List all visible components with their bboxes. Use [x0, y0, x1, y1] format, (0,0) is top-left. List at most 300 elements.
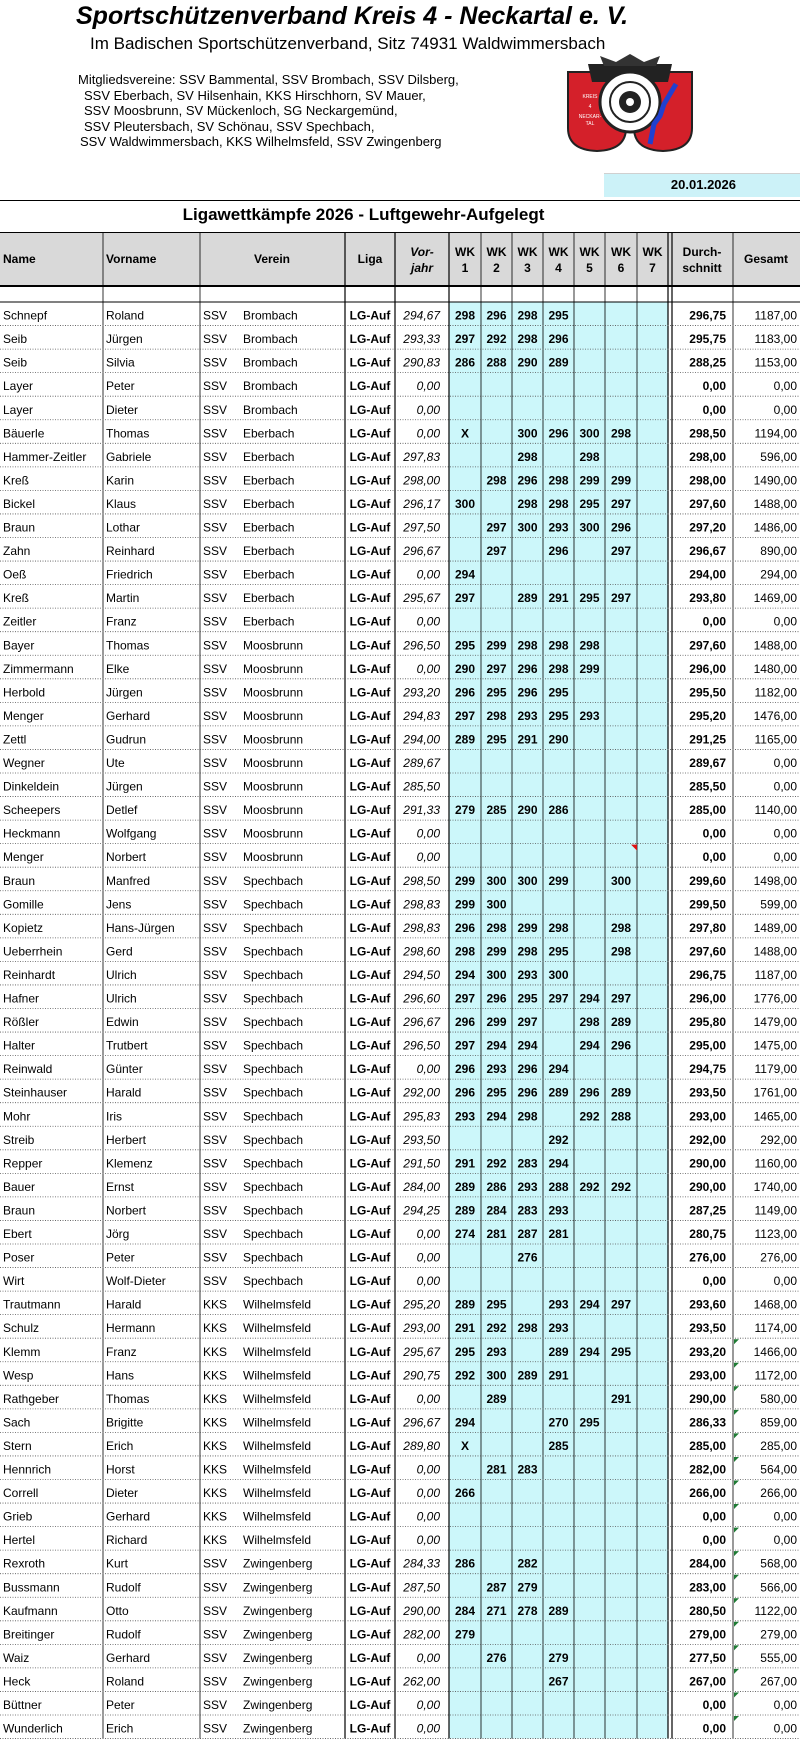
- cell-verein: Moosbrunn: [243, 661, 304, 676]
- cell-verein-typ: SSV: [203, 991, 228, 1006]
- cell-vorname: Gerhard: [106, 1650, 151, 1665]
- cell-vorname: Thomas: [106, 426, 150, 441]
- cell-verein: Eberbach: [243, 614, 295, 629]
- cell-vorname: Erich: [106, 1438, 134, 1453]
- cell-gesamt: 285,00: [760, 1438, 797, 1453]
- cell-vorname: Elke: [106, 661, 130, 676]
- cell-durchschnitt: 296,00: [689, 661, 726, 676]
- cell-liga: LG-Auf: [349, 1698, 391, 1712]
- cell-wk: 286: [454, 1556, 476, 1571]
- cell-name: Mohr: [3, 1109, 31, 1124]
- cell-wk: 292: [579, 1179, 600, 1194]
- cell-vorjahr: 262,00: [403, 1674, 440, 1689]
- cell-verein: Spechbach: [243, 1038, 304, 1053]
- cell-vorname: Peter: [106, 1698, 135, 1712]
- cell-name: Kopietz: [3, 920, 44, 935]
- cell-verein-typ: SSV: [203, 1062, 228, 1077]
- cell-gesamt: 1740,00: [753, 1179, 797, 1194]
- cell-verein-typ: KKS: [203, 1344, 228, 1359]
- cell-wk: 292: [548, 1132, 569, 1147]
- cell-wk: 296: [548, 426, 569, 441]
- cell-vorjahr: 290,00: [403, 1603, 440, 1618]
- cell-gesamt: 1486,00: [753, 520, 797, 535]
- cell-wk: 295: [548, 944, 569, 959]
- cell-name: Breitinger: [3, 1627, 55, 1642]
- cell-vorjahr: 295,67: [403, 591, 440, 606]
- cell-durchschnitt: 279,00: [689, 1627, 726, 1642]
- cell-liga: LG-Auf: [349, 1627, 391, 1642]
- cell-wk: 293: [548, 1203, 569, 1218]
- cell-gesamt: 1172,00: [754, 1368, 797, 1383]
- cell-name: Zettl: [3, 732, 27, 747]
- cell-durchschnitt: 298,00: [689, 449, 726, 464]
- col-header-wk: WK: [579, 245, 600, 259]
- cell-wk: 293: [517, 967, 538, 982]
- cell-vorname: Hans: [106, 1368, 135, 1383]
- cell-vorjahr: 296,67: [403, 544, 440, 559]
- cell-gesamt: 1194,00: [754, 426, 797, 441]
- cell-verein-typ: SSV: [203, 1250, 228, 1265]
- cell-name: Wesp: [3, 1368, 34, 1383]
- cell-gesamt: 0,00: [773, 402, 797, 417]
- col-header-wk: WK: [611, 245, 631, 259]
- cell-vorname: Rudolf: [106, 1580, 141, 1595]
- cell-liga: LG-Auf: [349, 1650, 391, 1665]
- cell-wk: 298: [610, 920, 632, 935]
- comment-flag-icon: [734, 1339, 739, 1344]
- cell-wk: 297: [454, 708, 476, 723]
- cell-verein-typ: KKS: [203, 1533, 228, 1548]
- cell-vorname: Erich: [106, 1721, 134, 1736]
- comment-flag-icon: [734, 1598, 739, 1603]
- cell-name: Reinhardt: [3, 967, 56, 982]
- cell-wk: 295: [486, 1085, 507, 1100]
- cell-verein-typ: SSV: [203, 1132, 228, 1147]
- comment-flag-icon: [734, 1481, 739, 1486]
- report-date: 20.01.2026: [670, 177, 736, 192]
- cell-durchschnitt: 296,67: [689, 544, 726, 559]
- cell-durchschnitt: 297,80: [689, 920, 726, 935]
- cell-durchschnitt: 0,00: [702, 1721, 726, 1736]
- cell-durchschnitt: 280,50: [689, 1603, 726, 1618]
- cell-wk: 279: [454, 803, 476, 818]
- cell-gesamt: 1479,00: [753, 1015, 797, 1030]
- cell-verein: Moosbrunn: [243, 803, 304, 818]
- cell-wk: 289: [454, 1297, 476, 1312]
- cell-verein: Moosbrunn: [243, 732, 304, 747]
- cell-liga: LG-Auf: [349, 1109, 391, 1124]
- comment-flag-icon: [734, 1528, 739, 1533]
- cell-wk: 278: [517, 1603, 538, 1618]
- cell-liga: LG-Auf: [349, 1533, 391, 1548]
- cell-durchschnitt: 295,20: [689, 708, 726, 723]
- cell-verein-typ: SSV: [203, 1203, 228, 1218]
- cell-vorname: Herbert: [106, 1132, 147, 1147]
- page-subtitle: Im Badischen Sportschützenverband, Sitz 74931 Waldwimmersbach: [90, 34, 606, 53]
- col-header-verein: Verein: [253, 252, 291, 266]
- cell-verein: Zwingenberg: [243, 1721, 313, 1736]
- cell-wk: 295: [486, 732, 507, 747]
- cell-liga: LG-Auf: [349, 897, 391, 912]
- cell-wk: 298: [579, 1015, 600, 1030]
- cell-vorjahr: 290,83: [403, 355, 440, 370]
- cell-wk: 296: [454, 1015, 476, 1030]
- cell-wk: 289: [486, 1391, 507, 1406]
- cell-vorname: Gudrun: [106, 732, 147, 747]
- cell-vorjahr: 291,33: [403, 803, 440, 818]
- cell-verein: Zwingenberg: [243, 1650, 313, 1665]
- cell-vorjahr: 295,67: [403, 1344, 440, 1359]
- cell-wk: 295: [517, 991, 538, 1006]
- cell-vorjahr: 294,00: [403, 732, 440, 747]
- cell-verein-typ: SSV: [203, 873, 228, 888]
- cell-liga: LG-Auf: [349, 520, 391, 535]
- cell-liga: LG-Auf: [349, 944, 391, 959]
- cell-name: Correll: [3, 1486, 39, 1501]
- cell-gesamt: 1469,00: [753, 591, 797, 606]
- cell-gesamt: 1776,00: [753, 991, 797, 1006]
- cell-liga: LG-Auf: [349, 1015, 391, 1030]
- cell-wk: 294: [454, 1415, 476, 1430]
- cell-gesamt: 294,00: [760, 567, 797, 582]
- cell-wk: 296: [454, 920, 476, 935]
- cell-wk: 296: [517, 1085, 538, 1100]
- cell-vorjahr: 294,67: [403, 308, 440, 323]
- cell-vorname: Norbert: [106, 850, 147, 865]
- cell-durchschnitt: 276,00: [689, 1250, 726, 1265]
- cell-verein-typ: KKS: [203, 1509, 228, 1524]
- cell-durchschnitt: 286,33: [689, 1415, 726, 1430]
- cell-wk: 296: [548, 332, 569, 347]
- cell-gesamt: 596,00: [760, 449, 797, 464]
- cell-durchschnitt: 0,00: [702, 1698, 726, 1712]
- cell-name: Dinkeldein: [3, 779, 60, 794]
- cell-vorjahr: 0,00: [416, 1462, 440, 1477]
- cell-verein: Wilhelmsfeld: [243, 1438, 312, 1453]
- cell-verein: Brombach: [243, 308, 298, 323]
- cell-name: Zimmermann: [3, 661, 74, 676]
- cell-liga: LG-Auf: [349, 567, 391, 582]
- comment-flag-icon: [734, 1669, 739, 1674]
- cell-vorjahr: 298,60: [403, 944, 440, 959]
- cell-verein-typ: KKS: [203, 1321, 228, 1336]
- cell-verein-typ: KKS: [203, 1415, 228, 1430]
- comment-flag-icon: [734, 1386, 739, 1391]
- cell-verein: Wilhelmsfeld: [243, 1509, 312, 1524]
- cell-liga: LG-Auf: [349, 308, 391, 323]
- cell-wk: 298: [610, 944, 632, 959]
- cell-verein-typ: KKS: [203, 1462, 228, 1477]
- comment-flag-icon: [734, 1575, 739, 1580]
- cell-vorjahr: 295,20: [403, 1297, 440, 1312]
- cell-gesamt: 0,00: [773, 756, 797, 770]
- cell-vorname: Ulrich: [106, 967, 137, 982]
- cell-durchschnitt: 293,00: [689, 1109, 726, 1124]
- cell-vorname: Wolfgang: [106, 826, 157, 841]
- cell-verein: Eberbach: [243, 591, 295, 606]
- cell-name: Kreß: [3, 591, 30, 606]
- cell-durchschnitt: 297,60: [689, 496, 726, 511]
- cell-wk: 274: [454, 1227, 476, 1241]
- crest-line-1: KREIS: [582, 94, 598, 100]
- cell-vorjahr: 0,00: [416, 1509, 440, 1524]
- cell-wk: 300: [486, 967, 507, 982]
- cell-verein: Wilhelmsfeld: [243, 1391, 312, 1406]
- cell-wk: 298: [548, 496, 569, 511]
- cell-vorname: Jürgen: [106, 779, 143, 794]
- cell-verein-typ: SSV: [203, 826, 228, 841]
- cell-durchschnitt: 0,00: [702, 1509, 726, 1524]
- cell-verein-typ: SSV: [203, 1179, 228, 1194]
- cell-name: Rößler: [3, 1015, 40, 1030]
- cell-wk: 300: [517, 873, 538, 888]
- cell-verein: Wilhelmsfeld: [243, 1368, 312, 1383]
- cell-wk: 299: [486, 1015, 507, 1030]
- cell-verein-typ: SSV: [203, 1674, 228, 1689]
- results-table: [0, 232, 800, 1753]
- cell-name: Klemm: [3, 1344, 41, 1359]
- sheet-title: Ligawettkämpfe 2026 - Luftgewehr-Aufgelegt: [182, 205, 545, 224]
- cell-name: Braun: [3, 1203, 36, 1218]
- cell-wk: 287: [486, 1580, 507, 1595]
- cell-name: Bayer: [3, 638, 35, 653]
- col-header-wk: WK: [486, 245, 507, 259]
- cell-verein-typ: SSV: [203, 1038, 228, 1053]
- cell-vorjahr: 296,17: [403, 496, 440, 511]
- cell-name: Seib: [3, 332, 28, 347]
- cell-wk: 294: [548, 1156, 569, 1171]
- cell-wk: 298: [486, 708, 507, 723]
- cell-liga: LG-Auf: [349, 355, 391, 370]
- cell-verein: Zwingenberg: [243, 1674, 313, 1689]
- cell-gesamt: 1480,00: [753, 661, 797, 676]
- cell-liga: LG-Auf: [349, 426, 391, 441]
- cell-vorjahr: 295,83: [403, 1109, 440, 1124]
- cell-wk: 295: [610, 1344, 632, 1359]
- cell-verein-typ: SSV: [203, 591, 228, 606]
- cell-wk: 299: [454, 873, 476, 888]
- cell-wk: 300: [486, 873, 507, 888]
- col-header-durchschnitt: Durch-: [682, 245, 722, 259]
- cell-verein-typ: KKS: [203, 1368, 228, 1383]
- cell-verein-typ: SSV: [203, 685, 228, 700]
- cell-wk: 271: [486, 1603, 507, 1618]
- cell-wk: 297: [454, 1038, 476, 1053]
- crest-line-2: 4: [588, 104, 592, 110]
- cell-vorjahr: 287,50: [403, 1580, 440, 1595]
- comment-flag-icon: [734, 1504, 739, 1509]
- member-clubs: [78, 72, 459, 150]
- cell-wk: 289: [517, 591, 538, 606]
- cell-verein-typ: SSV: [203, 732, 228, 747]
- cell-vorjahr: 298,50: [403, 873, 440, 888]
- cell-liga: LG-Auf: [349, 756, 391, 770]
- cell-wk: X: [460, 1438, 470, 1453]
- cell-wk: 298: [517, 944, 538, 959]
- cell-wk: 292: [579, 1109, 600, 1124]
- cell-durchschnitt: 299,60: [689, 873, 726, 888]
- cell-wk: 295: [548, 708, 569, 723]
- cell-gesamt: 580,00: [760, 1391, 797, 1406]
- cell-vorjahr: 0,00: [416, 567, 440, 582]
- cell-verein: Eberbach: [243, 473, 295, 488]
- cell-vorjahr: 298,83: [403, 897, 440, 912]
- cell-gesamt: 1187,00: [754, 967, 797, 982]
- cell-liga: LG-Auf: [349, 850, 391, 865]
- cell-durchschnitt: 293,00: [689, 1368, 726, 1383]
- cell-name: Kreß: [3, 473, 30, 488]
- cell-wk: 298: [454, 308, 476, 323]
- cell-vorname: Franz: [106, 614, 137, 629]
- cell-wk: 298: [548, 920, 569, 935]
- cell-verein: Wilhelmsfeld: [243, 1321, 312, 1336]
- cell-verein: Zwingenberg: [243, 1698, 313, 1712]
- cell-verein: Brombach: [243, 402, 298, 417]
- divider: [0, 200, 800, 201]
- cell-verein: Zwingenberg: [243, 1603, 313, 1618]
- cell-vorname: Friedrich: [106, 567, 153, 582]
- cell-wk: 289: [548, 1085, 569, 1100]
- cell-wk: 288: [486, 355, 507, 370]
- cell-gesamt: 1465,00: [753, 1109, 797, 1124]
- cell-liga: LG-Auf: [349, 661, 391, 676]
- cell-wk: 286: [486, 1179, 507, 1194]
- cell-wk: 296: [454, 1085, 476, 1100]
- comment-flag-icon: [734, 1457, 739, 1462]
- cell-wk: 291: [610, 1391, 632, 1406]
- cell-liga: LG-Auf: [349, 544, 391, 559]
- cell-vorjahr: 296,50: [403, 638, 440, 653]
- cell-name: Wirt: [3, 1274, 25, 1289]
- cell-wk: 296: [486, 991, 507, 1006]
- cell-vorjahr: 294,50: [403, 967, 440, 982]
- cell-verein-typ: SSV: [203, 1721, 228, 1736]
- cell-durchschnitt: 295,80: [689, 1015, 726, 1030]
- cell-gesamt: 267,00: [760, 1674, 797, 1689]
- member-clubs-line: SSV Pleutersbach, SV Schönau, SSV Spechbach,: [84, 118, 375, 134]
- cell-wk: 300: [610, 873, 632, 888]
- cell-gesamt: 1476,00: [753, 708, 797, 723]
- comment-flag-icon: [734, 1410, 739, 1415]
- cell-wk: 296: [548, 544, 569, 559]
- cell-wk: 298: [517, 332, 538, 347]
- cell-vorname: Trutbert: [106, 1038, 148, 1053]
- cell-verein-typ: SSV: [203, 1698, 228, 1712]
- cell-wk: 294: [454, 967, 476, 982]
- cell-gesamt: 0,00: [773, 1721, 797, 1736]
- cell-verein-typ: SSV: [203, 308, 228, 323]
- cell-gesamt: 0,00: [773, 614, 797, 629]
- cell-gesamt: 1153,00: [754, 355, 797, 370]
- cell-verein-typ: SSV: [203, 379, 228, 394]
- cell-gesamt: 0,00: [773, 850, 797, 865]
- cell-gesamt: 1489,00: [753, 920, 797, 935]
- cell-wk: 294: [486, 1109, 507, 1124]
- cell-wk: 296: [517, 661, 538, 676]
- cell-wk: 299: [548, 873, 569, 888]
- cell-liga: LG-Auf: [349, 920, 391, 935]
- cell-wk: 297: [610, 1297, 632, 1312]
- cell-wk: 299: [610, 473, 632, 488]
- cell-verein-typ: SSV: [203, 779, 228, 794]
- cell-wk: 298: [517, 449, 538, 464]
- cell-durchschnitt: 295,75: [689, 332, 726, 347]
- member-clubs-line: SSV Moosbrunn, SV Mückenloch, SG Neckargemünd,: [84, 103, 398, 118]
- cell-wk: 295: [486, 685, 507, 700]
- cell-vorname: Gabriele: [106, 449, 152, 464]
- cell-name: Bussmann: [3, 1580, 60, 1595]
- cell-wk: 300: [486, 897, 507, 912]
- cell-vorname: Wolf-Dieter: [106, 1274, 166, 1289]
- cell-wk: 289: [610, 1015, 632, 1030]
- cell-name: Hennrich: [3, 1462, 52, 1477]
- col-header-wk: WK: [548, 245, 569, 259]
- cell-wk: 293: [579, 708, 600, 723]
- cell-gesamt: 292,00: [760, 1132, 797, 1147]
- cell-gesamt: 566,00: [760, 1580, 797, 1595]
- cell-verein: Spechbach: [243, 1156, 304, 1171]
- cell-vorname: Iris: [106, 1109, 122, 1124]
- cell-name: Hertel: [3, 1533, 36, 1548]
- cell-gesamt: 1123,00: [754, 1227, 797, 1241]
- cell-vorjahr: 0,00: [416, 426, 440, 441]
- cell-gesamt: 1165,00: [754, 732, 797, 747]
- cell-liga: LG-Auf: [349, 1321, 391, 1336]
- cell-vorjahr: 0,00: [416, 1250, 440, 1265]
- cell-vorname: Ernst: [106, 1179, 135, 1194]
- cell-vorname: Hans-Jürgen: [106, 920, 175, 935]
- cell-name: Herbold: [3, 685, 46, 700]
- cell-durchschnitt: 298,50: [689, 426, 726, 441]
- cell-wk: 295: [454, 1344, 476, 1359]
- cell-wk: 297: [610, 544, 632, 559]
- cell-verein: Spechbach: [243, 1015, 304, 1030]
- cell-durchschnitt: 293,60: [689, 1297, 726, 1312]
- member-clubs-line: SSV Eberbach, SV Hilsenhain, KKS Hirschhorn, SV Mauer,: [84, 87, 426, 103]
- cell-verein: Eberbach: [243, 496, 295, 511]
- cell-wk: 297: [548, 991, 569, 1006]
- cell-name: Braun: [3, 520, 36, 535]
- cell-verein-typ: SSV: [203, 1580, 228, 1595]
- comment-flag-icon: [734, 1622, 739, 1627]
- cell-vorjahr: 298,83: [403, 920, 440, 935]
- cell-wk: 293: [517, 1179, 538, 1194]
- cell-vorjahr: 293,33: [403, 332, 440, 347]
- cell-wk: 298: [486, 920, 507, 935]
- cell-durchschnitt: 285,50: [689, 779, 726, 794]
- cell-wk: 295: [579, 591, 600, 606]
- cell-vorname: Reinhard: [106, 544, 155, 559]
- comment-flag-icon: [734, 1363, 739, 1368]
- cell-vorname: Horst: [106, 1462, 135, 1477]
- cell-gesamt: 1488,00: [753, 944, 797, 959]
- cell-wk: 289: [610, 1085, 632, 1100]
- cell-wk: 291: [454, 1321, 476, 1336]
- cell-wk: 298: [579, 449, 600, 464]
- cell-vorname: Manfred: [106, 873, 151, 888]
- cell-liga: LG-Auf: [349, 473, 391, 488]
- cell-name: Zeitler: [3, 614, 37, 629]
- cell-liga: LG-Auf: [349, 638, 391, 653]
- cell-vorjahr: 0,00: [416, 1650, 440, 1665]
- cell-verein-typ: KKS: [203, 1391, 228, 1406]
- cell-wk: 299: [454, 897, 476, 912]
- cell-gesamt: 1183,00: [754, 332, 797, 347]
- cell-wk: 293: [486, 1062, 507, 1077]
- cell-gesamt: 0,00: [773, 826, 797, 841]
- cell-liga: LG-Auf: [349, 1203, 391, 1218]
- cell-gesamt: 1466,00: [753, 1344, 797, 1359]
